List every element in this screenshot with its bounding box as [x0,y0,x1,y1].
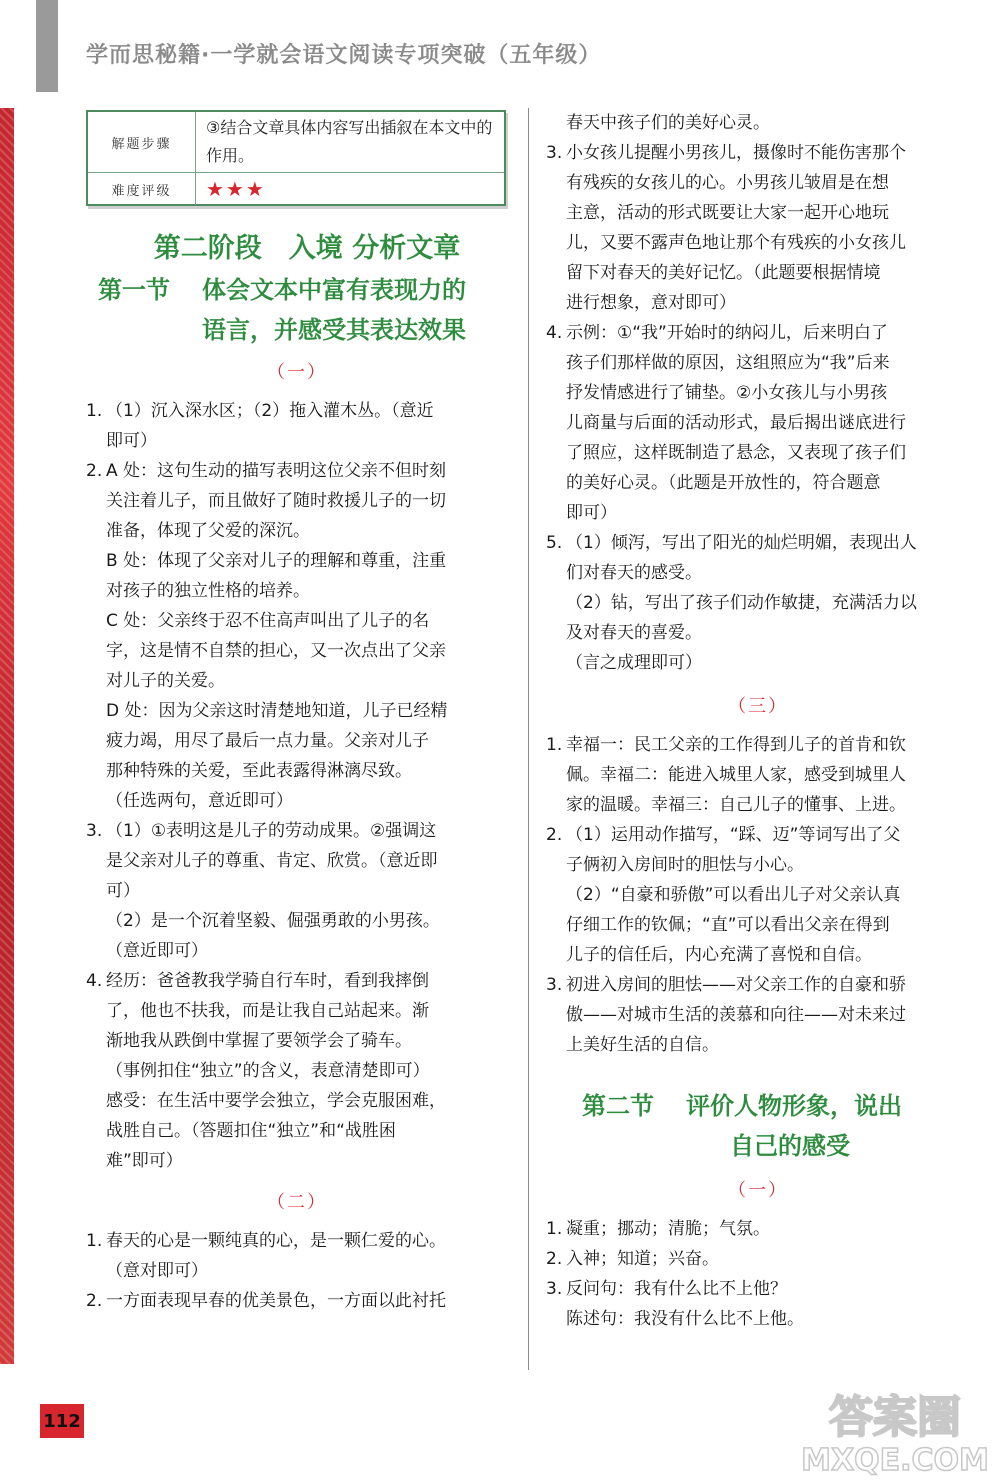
section-1-title-line1: 体会文本中富有表现力的 [202,276,466,304]
answer-item [86,966,508,1176]
answer-line: 春天的心是一颗纯真的心，是一颗仁爱的心。 [106,1231,446,1251]
answer-line: 家的温暖。幸福三：自己儿子的懂事、上进。 [566,795,906,815]
answer-item [546,1214,970,1244]
answer-line: （言之成理即可） [566,653,702,673]
answer-item [86,456,508,546]
answer-item [546,138,970,318]
answer-line: 儿子的信任后，内心充满了喜悦和自信。 [566,945,872,965]
part-2-heading: （二） [267,1192,327,1213]
info-value-steps: ③结合文章具体内容写出插叙在本文中的作用。 [206,118,493,165]
answer-line: （意对即可） [106,1261,208,1281]
stage-title: 第二阶段 入境 分析文章 [153,233,461,264]
answer-line: 即可） [566,503,617,523]
answer-line: 儿，又要不露声色地让那个有残疾的小女孩儿 [566,233,906,253]
answer-item [86,906,508,966]
answer-line: （1）①表明这是儿子的劳动成果。②强调这 [106,821,437,841]
answer-number: 3. [546,975,563,995]
watermark-text-cn: 答案圈 [829,1392,961,1443]
answer-line: 入神；知道；兴奋。 [566,1249,719,1269]
answer-line: 留下对春天的美好记忆。（此题要根据情境 [566,263,881,283]
part-3-heading: （三） [728,696,788,717]
answer-item [86,546,508,606]
answer-line: 初进入房间的胆怯——对父亲工作的自豪和骄 [566,975,906,995]
answer-line: 一方面表现早春的优美景色，一方面以此衬托 [106,1291,446,1311]
info-label-difficulty: 难度评级 [88,173,196,205]
answer-number: 3. [546,1279,563,1299]
answer-item [86,696,508,816]
answer-line: 是父亲对儿子的尊重、肯定、欣赏。（意近即 [106,851,438,871]
book-title: 学而思秘籍·一学就会语文阅读专项突破（五年级） [86,43,602,68]
answer-item [86,816,508,906]
side-color-bar [0,108,14,1364]
answer-line: （2）“自豪和骄傲”可以看出儿子对父亲认真 [566,885,901,905]
left-column [86,228,508,1316]
part-1-answers [86,396,508,1176]
section-2-part-1-heading: （一） [728,1180,788,1201]
answer-line: 仔细工作的钦佩；“直”可以看出父亲在得到 [566,915,890,935]
answer-line: 对儿子的关爱。 [106,671,225,691]
answer-item [86,1286,508,1316]
answer-number: 4. [86,971,103,991]
answer-number: 1. [546,1219,563,1239]
answer-item [546,318,970,528]
info-row-difficulty [88,173,504,205]
answer-number: 1. [546,735,563,755]
section-2-title-line1: 评价人物形象，说出 [686,1092,902,1120]
answer-line: 关注着儿子，而且做好了随时救援儿子的一切 [106,491,446,511]
answer-line: （意近即可） [106,941,208,961]
answer-line: 陈述句：我没有什么比不上他。 [566,1309,804,1329]
answer-number: 3. [86,821,103,841]
answer-line: 春天中孩子们的美好心灵。 [566,113,770,133]
section-1-heading [86,270,508,350]
answer-line: 了照应，这样既制造了悬念，又表现了孩子们 [566,443,906,463]
answer-item [86,396,508,456]
answer-line: 难”即可） [106,1151,183,1171]
column-divider [528,108,529,1370]
section-1-number: 第一节 [98,276,170,304]
info-row-steps [88,112,504,173]
answer-line: 主意，活动的形式既要让大家一起开心地玩 [566,203,889,223]
answer-item [86,1226,508,1286]
answer-number: 2. [86,461,103,481]
answer-item [546,1244,970,1274]
answer-line: 那种特殊的关爱，至此表露得淋漓尽致。 [106,761,412,781]
answer-line: （1）沉入深水区；（2）拖入灌木丛。（意近 [106,401,434,421]
answer-line: 们对春天的感受。 [566,563,702,583]
answer-line: D 处：因为父亲这时清楚地知道，儿子已经精 [106,701,448,721]
answer-item [546,970,970,1060]
answer-line: 有残疾的女孩儿的心。小男孩儿皱眉是在想 [566,173,889,193]
answer-number: 5. [546,533,563,553]
answer-line: 傲——对城市生活的羡慕和向往——对未来过 [566,1005,906,1025]
answer-line: 对孩子的独立性格的培养。 [106,581,310,601]
answer-number: 1. [86,1231,103,1251]
header-tab-decoration [36,0,58,92]
right-column [546,108,970,1334]
part-2-answers-continued [546,108,970,678]
answer-line: 幸福一：民工父亲的工作得到儿子的首肯和钦 [566,735,906,755]
answer-line: 准备，体现了父爱的深沉。 [106,521,310,541]
answer-line: 子俩初入房间时的胆怯与小心。 [566,855,804,875]
answer-line: 儿商量与后面的活动形式，最后揭出谜底进行 [566,413,906,433]
part-3-answers [546,730,970,1060]
answer-line: 的美好心灵。（此题是开放性的，符合题意 [566,473,881,493]
answer-line: （2）是一个沉着坚毅、倔强勇敢的小男孩。 [106,911,440,931]
answer-line: 示例：①“我”开始时的纳闷儿，后来明白了 [566,323,888,343]
answer-line: 了，他也不扶我，而是让我自己站起来。渐 [106,1001,429,1021]
answer-line: （1）倾泻，写出了阳光的灿烂明媚，表现出人 [566,533,917,553]
answer-line: 小女孩儿提醒小男孩儿，摄像时不能伤害那个 [566,143,906,163]
answer-line: 战胜自己。（答题扣住“独立”和“战胜困 [106,1121,396,1141]
answer-line: 即可） [106,431,157,451]
answer-number: 4. [546,323,563,343]
section-1-title-line2: 语言，并感受其表达效果 [202,316,466,344]
answer-line: 进行想象，意对即可） [566,293,736,313]
watermark-text-url: MXQE.COM [801,1443,989,1478]
answer-line: （2）钻，写出了孩子们动作敏捷，充满活力以 [566,593,917,613]
answer-number: 1. [86,401,103,421]
part-1-heading: （一） [267,362,327,383]
section-2-title-line2: 自己的感受 [730,1132,850,1160]
answer-line: （任选两句，意近即可） [106,791,293,811]
answer-item [546,730,970,820]
watermark-logo [800,1378,990,1478]
part-2-answers [86,1226,508,1316]
difficulty-stars: ★★★ [206,177,266,201]
answer-line: 佩。幸福二：能进入城里人家，感受到城里人 [566,765,906,785]
section-2-part-1-answers [546,1214,970,1334]
answer-line: 孩子们那样做的原因，这组照应为“我”后来 [566,353,890,373]
answer-item [546,1274,970,1334]
answer-line: 凝重；挪动；清脆；气氛。 [566,1219,770,1239]
answer-number: 3. [546,143,563,163]
answer-line: 感受：在生活中要学会独立，学会克服困难， [106,1091,446,1111]
answer-line: （事例扣住“独立”的含义，表意清楚即可） [106,1061,430,1081]
answer-line: C 处：父亲终于忍不住高声叫出了儿子的名 [106,611,430,631]
info-label-steps: 解题步骤 [88,112,196,172]
answer-item [546,820,970,880]
answer-line: 抒发情感进行了铺垫。②小女孩儿与小男孩 [566,383,888,403]
answer-line: 疲力竭，用尽了最后一点力量。父亲对儿子 [106,731,429,751]
answer-number: 2. [86,1291,103,1311]
answer-line: （1）运用动作描写，“踩、迈”等词写出了父 [566,825,901,845]
answer-item [86,606,508,696]
answer-line: B 处：体现了父亲对儿子的理解和尊重，注重 [106,551,447,571]
answer-line: 及对春天的喜爱。 [566,623,702,643]
section-2-number: 第二节 [582,1092,654,1120]
page-number: 112 [40,1404,84,1438]
solution-info-box [86,110,506,206]
answer-line: A 处：这句生动的描写表明这位父亲不但时刻 [106,461,447,481]
answer-line: 反问句：我有什么比不上他？ [566,1279,787,1299]
answer-line: 经历：爸爸教我学骑自行车时，看到我摔倒 [106,971,429,991]
answer-item [546,880,970,970]
answer-item [546,588,970,678]
section-2-heading [546,1086,970,1166]
answer-number: 2. [546,825,563,845]
answer-item [546,108,970,138]
answer-line: 上美好生活的自信。 [566,1035,719,1055]
answer-item [546,528,970,588]
answer-line: 字，这是情不自禁的担心，又一次点出了父亲 [106,641,446,661]
answer-line: 可） [106,881,140,901]
answer-line: 渐地我从跌倒中掌握了要领学会了骑车。 [106,1031,412,1051]
answer-number: 2. [546,1249,563,1269]
